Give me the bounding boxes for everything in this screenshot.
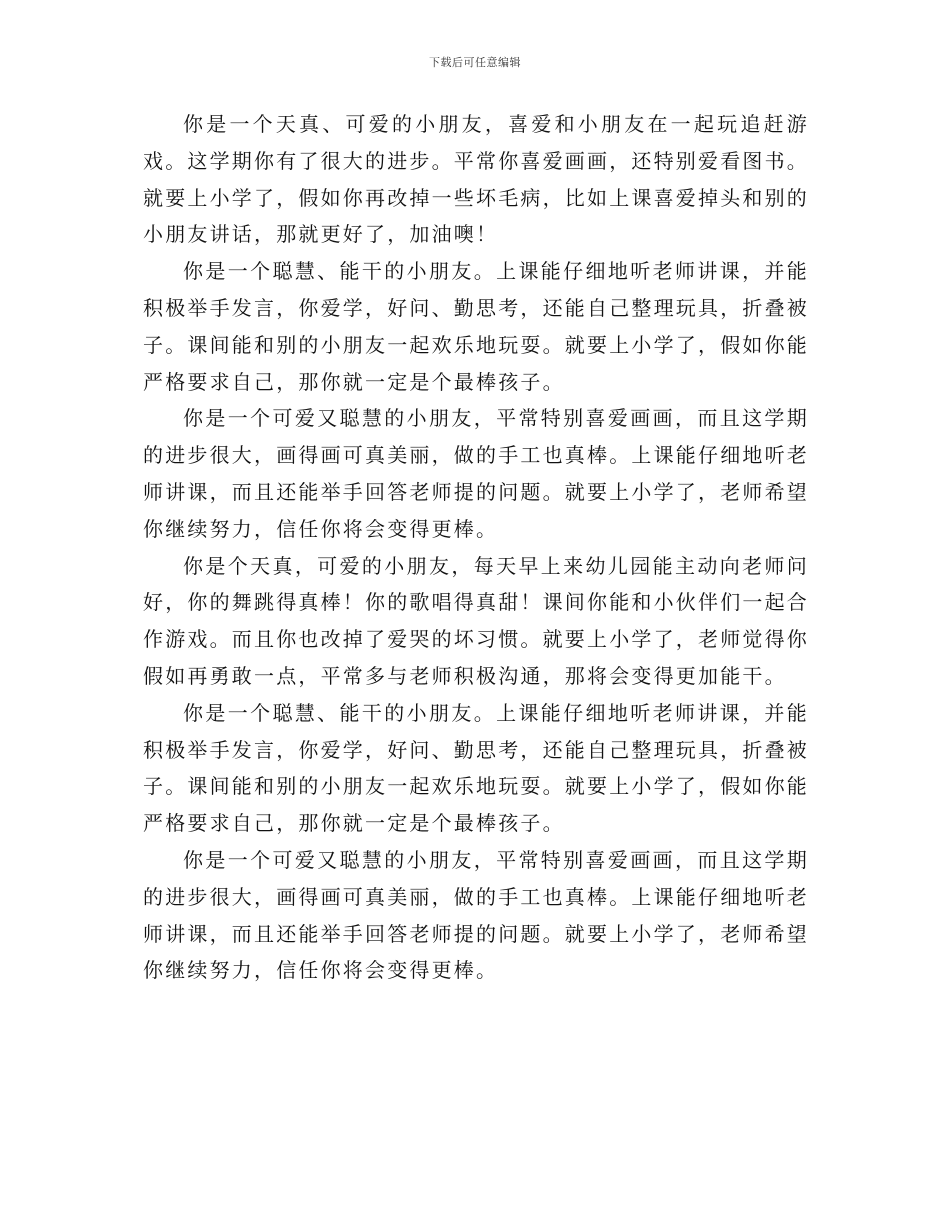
paragraph-6: 你是一个可爱又聪慧的小朋友，平常特别喜爱画画，而且这学期的进步很大，画得画可真美丽，做的手工也真棒。上课能仔细地听老师讲课，而且还能举手回答老师提的问题。就要上小学了，老师希望你继续努力，信任你将会变得更棒。	[143, 847, 809, 983]
paragraph-3: 你是一个可爱又聪慧的小朋友，平常特别喜爱画画，而且这学期的进步很大，画得画可真美丽，做的手工也真棒。上课能仔细地听老师讲课，而且还能举手回答老师提的问题。就要上小学了，老师希望你继续努力，信任你将会变得更棒。	[143, 406, 809, 541]
paragraph-1: 你是一个天真、可爱的小朋友，喜爱和小朋友在一起玩追赶游戏。这学期你有了很大的进步。平常你喜爱画画，还特别爱看图书。就要上小学了，假如你再改掉一些坏毛病，比如上课喜爱掉头和别的小朋友讲话，那就更好了，加油噢！	[143, 112, 809, 247]
page-header: 下载后可任意编辑	[429, 56, 521, 69]
paragraph-2: 你是一个聪慧、能干的小朋友。上课能仔细地听老师讲课，并能积极举手发言，你爱学，好问、勤思考，还能自己整理玩具，折叠被子。课间能和别的小朋友一起欢乐地玩耍。就要上小学了，假如你能严格要求自己，那你就一定是个最棒孩子。	[143, 259, 809, 394]
paragraph-4: 你是个天真，可爱的小朋友，每天早上来幼儿园能主动向老师问好，你的舞跳得真棒！你的歌唱得真甜！课间你能和小伙伴们一起合作游戏。而且你也改掉了爱哭的坏习惯。就要上小学了，老师觉得你假如再勇敢一点，平常多与老师积极沟通，那将会变得更加能干。	[143, 553, 809, 688]
paragraph-5: 你是一个聪慧、能干的小朋友。上课能仔细地听老师讲课，并能积极举手发言，你爱学，好问、勤思考，还能自己整理玩具，折叠被子。课间能和别的小朋友一起欢乐地玩耍。就要上小学了，假如你能严格要求自己，那你就一定是个最棒孩子。	[143, 700, 809, 836]
document-body	[143, 106, 809, 989]
